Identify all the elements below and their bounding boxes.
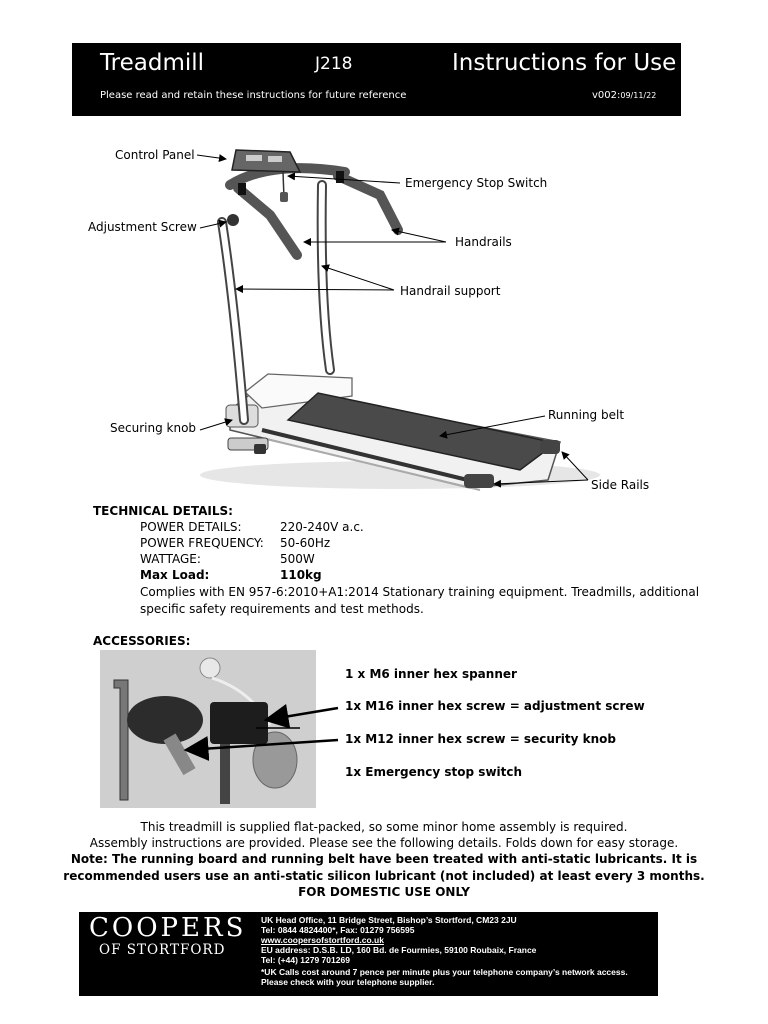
label-adjustment-screw: Adjustment Screw xyxy=(88,220,197,234)
compliance-text: Complies with EN 957-6:2010+A1:2014 Stationary training equipment. Treadmills, additional xyxy=(140,585,700,599)
head-office-address: UK Head Office, 11 Bridge Street, Bishop’s Stortford, CM23 2JU xyxy=(261,915,517,925)
company-logo-subtitle: OF STORTFORD xyxy=(99,942,226,958)
spec-value: 50-60Hz xyxy=(280,536,331,550)
model-number: J218 xyxy=(315,54,353,74)
spec-label: POWER FREQUENCY: xyxy=(140,536,264,550)
lubricant-note: Note: The running board and running belt have been treated with anti-static lubricants. It is xyxy=(70,852,698,866)
company-footer xyxy=(79,912,658,996)
accessory-item: 1x M12 inner hex screw = security knob xyxy=(345,732,616,746)
website-link[interactable]: www.coopersofstortford.co.uk xyxy=(261,935,384,945)
document-title: Instructions for Use xyxy=(452,50,677,76)
accessory-item: 1x Emergency stop switch xyxy=(345,765,523,779)
accessories-heading: ACCESSORIES: xyxy=(93,634,191,648)
lubricant-note: recommended users use an anti-static silicon lubricant (not included) at least every 3 months. xyxy=(63,869,705,883)
spec-label: POWER DETAILS: xyxy=(140,520,242,534)
control-panel-console xyxy=(232,150,300,172)
treadmill-diagram xyxy=(0,130,768,500)
label-running-belt: Running belt xyxy=(548,408,625,422)
document-header xyxy=(72,43,681,116)
retain-notice: Please read and retain these instructions for future reference xyxy=(100,90,407,101)
label-control-panel: Control Panel xyxy=(115,148,195,162)
label-handrails: Handrails xyxy=(455,235,512,249)
adjustment-knob xyxy=(127,696,203,744)
accessory-item: 1 x M6 inner hex spanner xyxy=(345,667,517,681)
domestic-use-note: FOR DOMESTIC USE ONLY xyxy=(298,885,470,899)
label-side-rails: Side Rails xyxy=(591,478,650,492)
call-cost-note: Please check with your telephone supplier. xyxy=(261,977,435,987)
version-label: v002:09/11/22 xyxy=(592,90,657,101)
eu-phone: Tel: (+44) 1279 701269 xyxy=(261,955,350,965)
spec-value: 110kg xyxy=(280,568,322,582)
assembly-note: This treadmill is supplied flat-packed, so some minor home assembly is required. xyxy=(140,820,628,834)
spec-label: WATTAGE: xyxy=(140,552,201,566)
company-logo: COOPERS xyxy=(89,913,247,943)
phone-fax: Tel: 0844 4824400*, Fax: 01279 756595 xyxy=(261,925,415,935)
spec-value: 500W xyxy=(280,552,315,566)
accessories-photo xyxy=(100,650,316,808)
spec-label: Max Load: xyxy=(140,568,210,582)
technical-heading: TECHNICAL DETAILS: xyxy=(93,504,233,518)
label-handrail-support: Handrail support xyxy=(400,284,501,298)
assembly-note: Assembly instructions are provided. Please see the following details. Folds down for easy storage. xyxy=(89,836,679,850)
call-cost-note: *UK Calls cost around 7 pence per minute plus your telephone company’s network access. xyxy=(261,967,628,977)
spec-value: 220-240V a.c. xyxy=(280,520,364,534)
rear-roller-left xyxy=(464,474,494,488)
security-knob xyxy=(210,702,268,744)
rear-roller-right xyxy=(540,440,560,454)
label-securing-knob: Securing knob xyxy=(110,421,197,435)
eu-address: EU address: D.S.B. LD, 160 Bd. de Fourmies, 59100 Roubaix, France xyxy=(261,945,537,955)
compliance-text: specific safety requirements and test methods. xyxy=(140,602,424,616)
label-emergency-stop: Emergency Stop Switch xyxy=(405,176,548,190)
accessory-item: 1x M16 inner hex screw = adjustment screw xyxy=(345,699,645,713)
product-title: Treadmill xyxy=(100,50,205,76)
